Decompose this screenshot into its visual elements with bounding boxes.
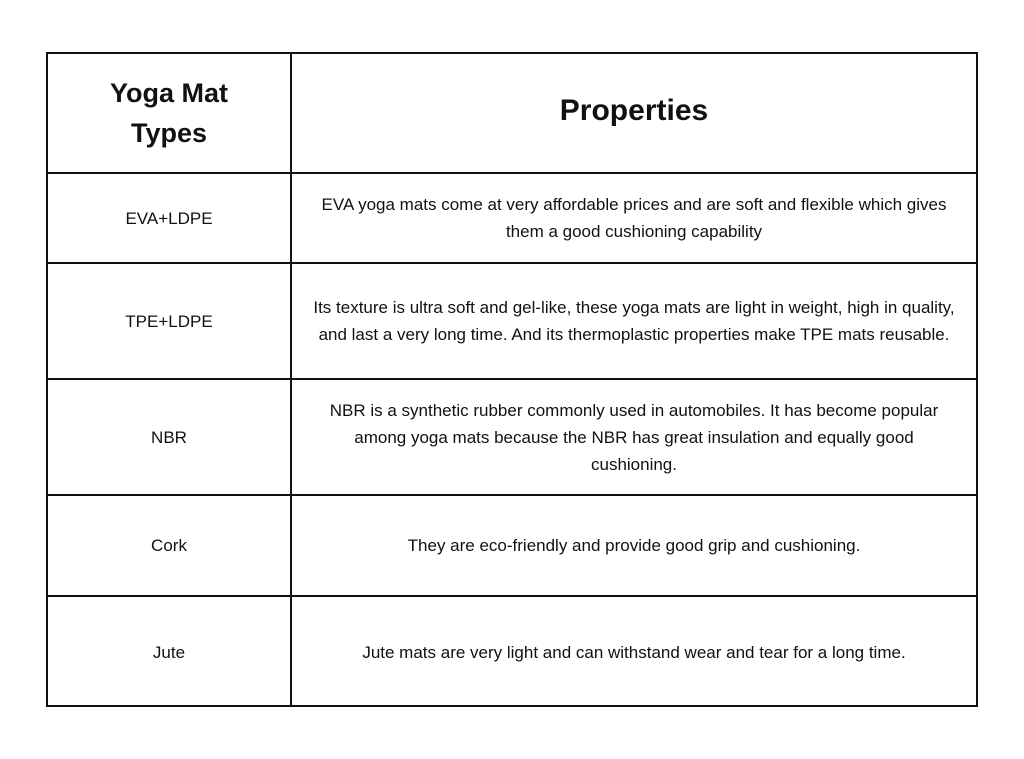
mat-properties-cell: EVA yoga mats come at very affordable prices and are soft and flexible which gives them a good cushioning capability (291, 173, 976, 263)
mat-type-cell: EVA+LDPE (48, 173, 291, 263)
table-row (48, 173, 976, 263)
mat-properties-cell: Jute mats are very light and can withstand wear and tear for a long time. (291, 596, 976, 707)
yoga-mat-table (48, 54, 976, 707)
mat-type-cell: NBR (48, 379, 291, 495)
mat-type-cell: TPE+LDPE (48, 263, 291, 379)
table-header-row (48, 54, 976, 173)
table-row (48, 263, 976, 379)
header-properties: Properties (291, 54, 976, 173)
mat-type-cell: Cork (48, 495, 291, 596)
header-yoga-mat-types: Yoga Mat Types (48, 54, 291, 173)
mat-properties-cell: They are eco-friendly and provide good grip and cushioning. (291, 495, 976, 596)
mat-type-cell: Jute (48, 596, 291, 707)
mat-properties-cell: Its texture is ultra soft and gel-like, these yoga mats are light in weight, high in quality, and last a very long time. And its thermoplastic properties make TPE mats reusable. (291, 263, 976, 379)
mat-properties-cell: NBR is a synthetic rubber commonly used in automobiles. It has become popular among yoga mats because the NBR has great insulation and equally good cushioning. (291, 379, 976, 495)
table-row (48, 379, 976, 495)
table-row (48, 495, 976, 596)
yoga-mat-table-frame (46, 52, 978, 707)
table-row (48, 596, 976, 707)
